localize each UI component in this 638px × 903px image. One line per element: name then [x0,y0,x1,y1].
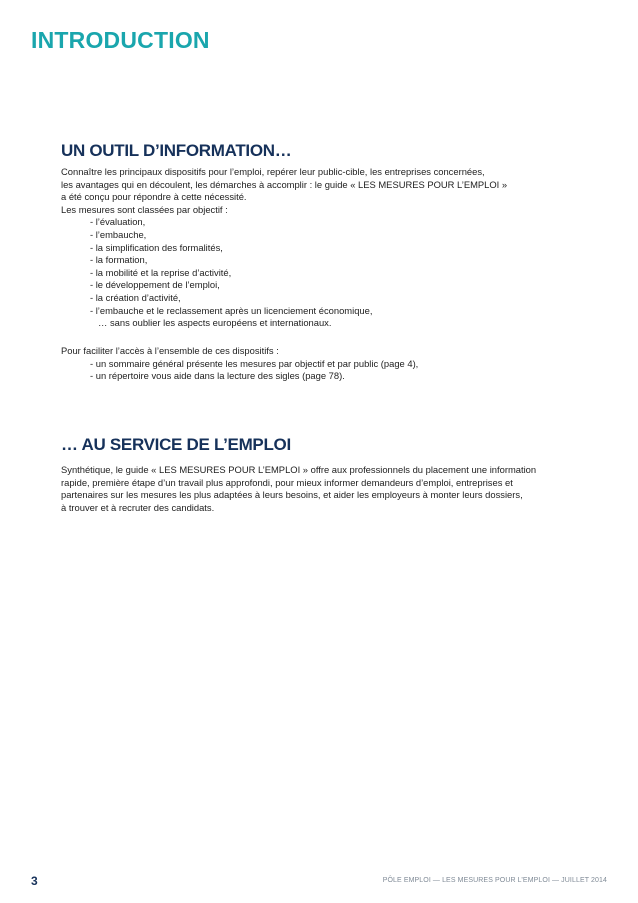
paragraph-line: partenaires sur les mesures les plus adaptées à leurs besoins, et aider les employeurs à monter leurs dossiers, [61,489,523,501]
section-body-service [61,464,606,514]
objective-list-item: - la formation, [90,254,148,266]
paragraph-line: à trouver et à recruter des candidats. [61,501,215,513]
section-body-access [61,345,606,383]
paragraph-line: rapide, première étape d’un travail plus approfondi, pour mieux informer demandeurs d’emploi, entreprises et [61,476,513,488]
footer-running-title: PÔLE EMPLOI — LES MESURES POUR L’EMPLOI — JUILLET 2014 [382,877,607,884]
access-list-item: - un sommaire général présente les mesures par objectif et par public (page 4), [90,357,419,369]
footer-page-number: 3 [31,874,38,888]
paragraph-line: Connaître les principaux dispositifs pour l’emploi, repérer leur public-cible, les entreprises concernées, [61,166,485,177]
objective-list-item: - la mobilité et la reprise d’activité, [90,266,232,278]
objective-list-item: - la simplification des formalités, [90,241,223,253]
section-body-information [61,166,606,330]
paragraph-line: a été conçu pour répondre à cette nécessité. [61,191,247,203]
section-heading-information: UN OUTIL D’INFORMATION… [61,141,292,160]
page-title: INTRODUCTION [31,27,210,53]
paragraph-line: les avantages qui en découlent, les démarches à accomplir : le guide « LES MESURES POUR L’EMPLOI » [61,178,508,190]
objective-list-item: - l’évaluation, [90,216,146,228]
objective-list-item: - l’embauche et le reclassement après un licenciement économique, [90,304,373,316]
paragraph-line: Les mesures sont classées par objectif : [61,203,228,215]
paragraph-line: Pour faciliter l’accès à l’ensemble de ces dispositifs : [61,345,279,356]
access-list-item: - un répertoire vous aide dans la lecture des sigles (page 78). [90,370,345,382]
closing-line: … sans oublier les aspects européens et internationaux. [98,317,332,329]
objective-list-item: - l’embauche, [90,228,147,240]
section-heading-service: … AU SERVICE DE L’EMPLOI [61,435,291,454]
objective-list-item: - la création d’activité, [90,291,181,303]
objective-list-item: - le développement de l’emploi, [90,279,220,291]
paragraph-line: Synthétique, le guide « LES MESURES POUR L’EMPLOI » offre aux professionnels du placement une information [61,464,537,475]
